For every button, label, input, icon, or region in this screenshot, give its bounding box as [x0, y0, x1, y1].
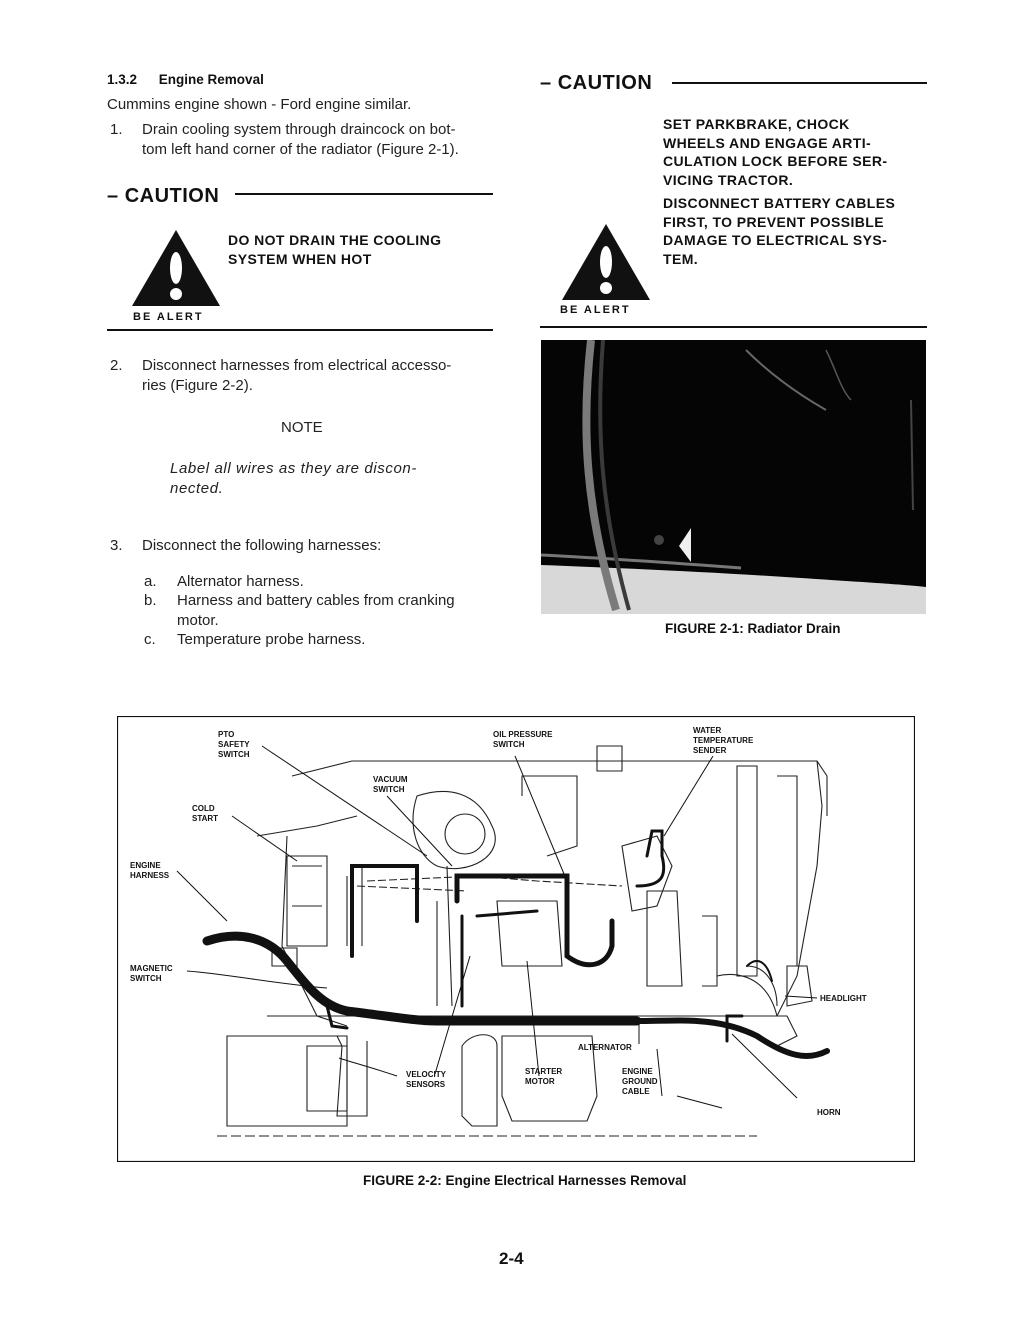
intro-text: Cummins engine shown - Ford engine similar.: [107, 96, 412, 113]
substep-c-text: Temperature probe harness.: [177, 631, 366, 648]
label-magnetic-2: SWITCH: [130, 974, 162, 983]
figure-2-2-caption: FIGURE 2-2: Engine Electrical Harnesses Removal: [363, 1173, 687, 1188]
caution-right-text-2: [663, 194, 918, 268]
caution-left-line-1: DO NOT DRAIN THE COOLING: [228, 232, 442, 248]
step-2-text: [142, 356, 502, 396]
substep-b-text: [177, 591, 497, 631]
section-heading: [107, 72, 264, 87]
label-ground-1: ENGINE: [622, 1067, 653, 1076]
step-2-number: 2.: [110, 357, 123, 374]
caution-left-line-2: SYSTEM WHEN HOT: [228, 250, 372, 267]
section-number: 1.3.2: [107, 72, 138, 87]
substep-b-line-1: Harness and battery cables from cranking: [177, 592, 455, 609]
caution-right-top-rule: [672, 82, 927, 84]
caution-right-text-1: [663, 115, 918, 189]
label-cold-1: COLD: [192, 804, 215, 813]
label-vacuum-2: SWITCH: [373, 785, 405, 794]
step-3-number: 3.: [110, 537, 123, 554]
label-magnetic-1: MAGNETIC: [130, 964, 173, 973]
caution-right-p1-line-1: SET PARKBRAKE, CHOCK: [663, 116, 850, 132]
caution-right-p2-line-4: TEM.: [663, 250, 699, 267]
label-cold-2: START: [192, 814, 219, 823]
step-1-line-1: Drain cooling system through draincock on bot-: [142, 121, 456, 138]
substep-b-line-2: motor.: [177, 612, 219, 629]
note-heading: NOTE: [281, 419, 323, 436]
warning-triangle-icon: [130, 228, 222, 308]
label-engine-harness-2: HARNESS: [130, 871, 170, 880]
caution-right-heading: [540, 72, 652, 95]
label-alternator: ALTERNATOR: [578, 1043, 632, 1052]
caution-right-label: CAUTION: [557, 72, 653, 94]
caution-dash: –: [107, 185, 125, 207]
caution-right-p2-line-2: FIRST, TO PREVENT POSSIBLE: [663, 213, 884, 230]
engine-harness-diagram: [117, 716, 915, 1162]
caution-left-text: [228, 231, 441, 268]
label-velocity-1: VELOCITY: [406, 1070, 447, 1079]
caution-left-top-rule: [235, 193, 493, 195]
label-headlight: HEADLIGHT: [820, 994, 867, 1003]
caution-left-be-alert: BE ALERT: [133, 311, 204, 323]
label-ground-2: GROUND: [622, 1077, 658, 1086]
label-pto-2: SAFETY: [218, 740, 250, 749]
caution-left-label: CAUTION: [124, 185, 220, 207]
step-1-number: 1.: [110, 121, 123, 138]
substep-b-letter: b.: [144, 592, 157, 609]
radiator-drain-photo: [541, 340, 926, 614]
step-1-text: [142, 120, 502, 160]
note-line-2: nected.: [170, 480, 224, 497]
caution-left-heading: [107, 185, 219, 208]
label-starter-1: STARTER: [525, 1067, 563, 1076]
note-text: [170, 459, 417, 499]
figure-2-1-caption: FIGURE 2-1: Radiator Drain: [665, 621, 841, 636]
substep-c-letter: c.: [144, 631, 156, 648]
caution-right-p2-line-3: DAMAGE TO ELECTRICAL SYS-: [663, 232, 888, 248]
label-vacuum-1: VACUUM: [373, 775, 408, 784]
label-ground-3: CABLE: [622, 1087, 650, 1096]
label-pto-3: SWITCH: [218, 750, 250, 759]
substep-a-letter: a.: [144, 573, 157, 590]
section-title: Engine Removal: [158, 72, 264, 87]
step-2-line-1: Disconnect harnesses from electrical accesso-: [142, 357, 452, 374]
substep-a-text: Alternator harness.: [177, 573, 304, 590]
caution-right-p1-line-3: CULATION LOCK BEFORE SER-: [663, 153, 888, 169]
label-oil-2: SWITCH: [493, 740, 525, 749]
label-oil-1: OIL PRESSURE: [493, 730, 553, 739]
caution-right-p2-line-1: DISCONNECT BATTERY CABLES: [663, 195, 896, 211]
page-number: 2-4: [499, 1249, 524, 1268]
note-line-1: Label all wires as they are discon-: [170, 460, 417, 477]
label-water-3: SENDER: [693, 746, 727, 755]
label-pto-1: PTO: [218, 730, 235, 739]
label-engine-harness-1: ENGINE: [130, 861, 161, 870]
caution-right-be-alert: BE ALERT: [560, 304, 631, 316]
caution-right-p1-line-4: VICING TRACTOR.: [663, 171, 794, 188]
caution-right-p1-line-2: WHEELS AND ENGAGE ARTI-: [663, 134, 872, 151]
step-1-line-2: tom left hand corner of the radiator (Figure 2-1).: [142, 141, 459, 158]
label-water-2: TEMPERATURE: [693, 736, 754, 745]
caution-dash: –: [540, 72, 558, 94]
warning-triangle-icon: [560, 222, 652, 302]
label-starter-2: MOTOR: [525, 1077, 555, 1086]
step-2-line-2: ries (Figure 2-2).: [142, 377, 253, 394]
step-3-text: Disconnect the following harnesses:: [142, 537, 382, 554]
label-horn: HORN: [817, 1108, 841, 1117]
label-velocity-2: SENSORS: [406, 1080, 446, 1089]
label-water-1: WATER: [693, 726, 722, 735]
caution-left-bottom-rule: [107, 329, 493, 331]
caution-right-bottom-rule: [540, 326, 927, 328]
